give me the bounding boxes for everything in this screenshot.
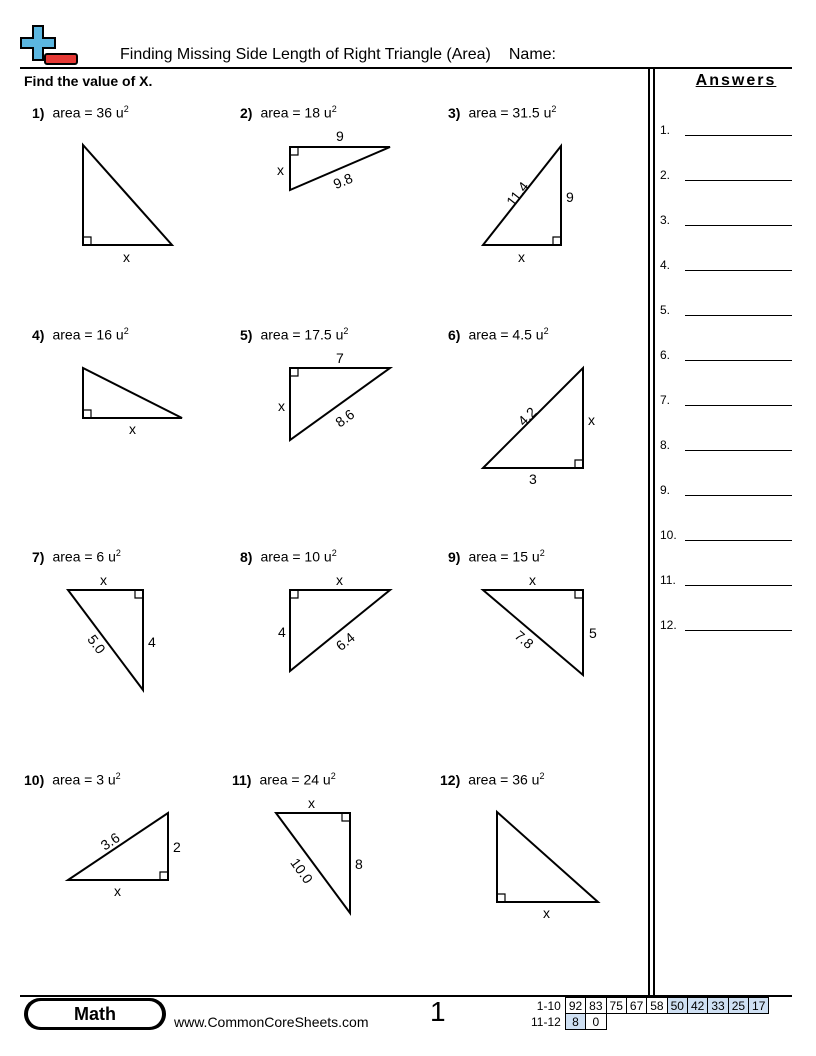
problem-8-label: 8) area = 10 $u^2$ [240, 548, 337, 565]
side-label: x [529, 572, 536, 588]
answer-row-4[interactable]: 4. [660, 258, 792, 278]
score-cell: 50 [667, 998, 687, 1014]
answer-row-7[interactable]: 7. [660, 393, 792, 413]
side-label: x [277, 162, 284, 178]
right-angle-mark [83, 237, 91, 245]
triangle-1 [83, 145, 172, 245]
triangle-12 [497, 812, 598, 902]
problem-11-label: 11) area = 24 $u^2$ [232, 771, 336, 788]
side-label: 4 [148, 634, 156, 650]
right-angle-mark [575, 590, 583, 598]
triangle-8 [290, 590, 390, 671]
triangle-9 [483, 590, 583, 675]
website-url: www.CommonCoreSheets.com [174, 1014, 369, 1030]
triangle-10 [68, 813, 168, 880]
side-label: x [123, 249, 130, 265]
side-label: 10.0 [287, 854, 317, 887]
problem-1-label: 1) area = 36 $u^2$ [32, 104, 129, 121]
answers-heading: Answers [695, 72, 777, 89]
side-label: x [100, 572, 107, 588]
problem-10-label: 10) area = 3 $u^2$ [24, 771, 121, 788]
triangle-11 [276, 813, 350, 913]
page-number: 1 [430, 996, 446, 1027]
side-label: 7 [336, 350, 344, 366]
triangle-7 [68, 590, 143, 690]
side-label: 9 [336, 128, 344, 144]
answer-row-1[interactable]: 1. [660, 123, 792, 143]
side-label: 9.8 [330, 169, 356, 193]
answer-row-8[interactable]: 8. [660, 438, 792, 458]
score-cell: 8 [565, 1014, 585, 1030]
right-angle-mark [290, 147, 298, 155]
problem-6-label: 6) area = 4.5 $u^2$ [448, 326, 549, 343]
right-angle-mark [160, 872, 168, 880]
problem-7-label: 7) area = 6 $u^2$ [32, 548, 121, 565]
right-angle-mark [497, 894, 505, 902]
score-cell: 58 [647, 998, 667, 1014]
answer-row-2[interactable]: 2. [660, 168, 792, 188]
side-label: 8 [355, 856, 363, 872]
side-label: 5.0 [84, 631, 109, 657]
side-label: x [336, 572, 343, 588]
side-label: 9 [566, 189, 574, 205]
side-label: 8.6 [332, 405, 358, 431]
triangle-4 [83, 368, 182, 418]
problem-9-label: 9) area = 15 $u^2$ [448, 548, 545, 565]
score-row-11-12: 11-12 8 0 [528, 1014, 769, 1030]
problem-4-label: 4) area = 16 $u^2$ [32, 326, 129, 343]
side-label: 11.4 [503, 178, 532, 210]
side-label: 6.4 [332, 629, 358, 654]
answer-row-6[interactable]: 6. [660, 348, 792, 368]
score-table [528, 997, 769, 1030]
side-label: 4 [278, 624, 286, 640]
score-cell: 75 [606, 998, 626, 1014]
score-cell: 25 [728, 998, 748, 1014]
side-label: 3.6 [97, 829, 123, 854]
answer-row-9[interactable]: 9. [660, 483, 792, 503]
side-label: x [518, 249, 525, 265]
side-label: 5 [589, 625, 597, 641]
side-label: x [543, 905, 550, 921]
side-label: x [588, 412, 595, 428]
score-cell: 67 [626, 998, 646, 1014]
right-angle-mark [135, 590, 143, 598]
score-cell: 17 [749, 998, 769, 1014]
side-label: 3 [529, 471, 537, 487]
side-label: 2 [173, 839, 181, 855]
problem-5-label: 5) area = 17.5 $u^2$ [240, 326, 349, 343]
side-label: x [278, 398, 285, 414]
score-cell: 33 [708, 998, 728, 1014]
title-text: Finding Missing Side Length of Right Triangle (Area) [120, 46, 491, 63]
right-angle-mark [342, 813, 350, 821]
subject-label: Math [28, 1001, 162, 1027]
answer-row-11[interactable]: 11. [660, 573, 792, 593]
name-label: Name: [508, 46, 556, 63]
answer-row-12[interactable]: 12. [660, 618, 792, 638]
problem-3-label: 3) area = 31.5 $u^2$ [448, 104, 557, 121]
side-label: 7.8 [511, 627, 537, 652]
answer-row-10[interactable]: 10. [660, 528, 792, 548]
right-angle-mark [290, 368, 298, 376]
problem-12-label: 12) area = 36 $u^2$ [440, 771, 545, 788]
right-angle-mark [83, 410, 91, 418]
answer-row-5[interactable]: 5. [660, 303, 792, 323]
right-angle-mark [290, 590, 298, 598]
score-row-1-10: 1-10 92 83 75 67 58 50 42 33 25 17 [528, 998, 769, 1014]
score-cell: 92 [565, 998, 585, 1014]
right-angle-mark [553, 237, 561, 245]
instructions: Find the value of X. [24, 73, 153, 89]
answer-row-3[interactable]: 3. [660, 213, 792, 233]
right-angle-mark [575, 460, 583, 468]
subject-badge [24, 998, 166, 1030]
side-label: x [308, 795, 315, 811]
score-cell: 42 [687, 998, 707, 1014]
side-label: 4.2 [514, 403, 540, 429]
score-cell: 83 [586, 998, 606, 1014]
score-cell: 0 [586, 1014, 606, 1030]
problem-2-label: 2) area = 18 $u^2$ [240, 104, 337, 121]
side-label: x [129, 421, 136, 437]
side-label: x [114, 883, 121, 899]
